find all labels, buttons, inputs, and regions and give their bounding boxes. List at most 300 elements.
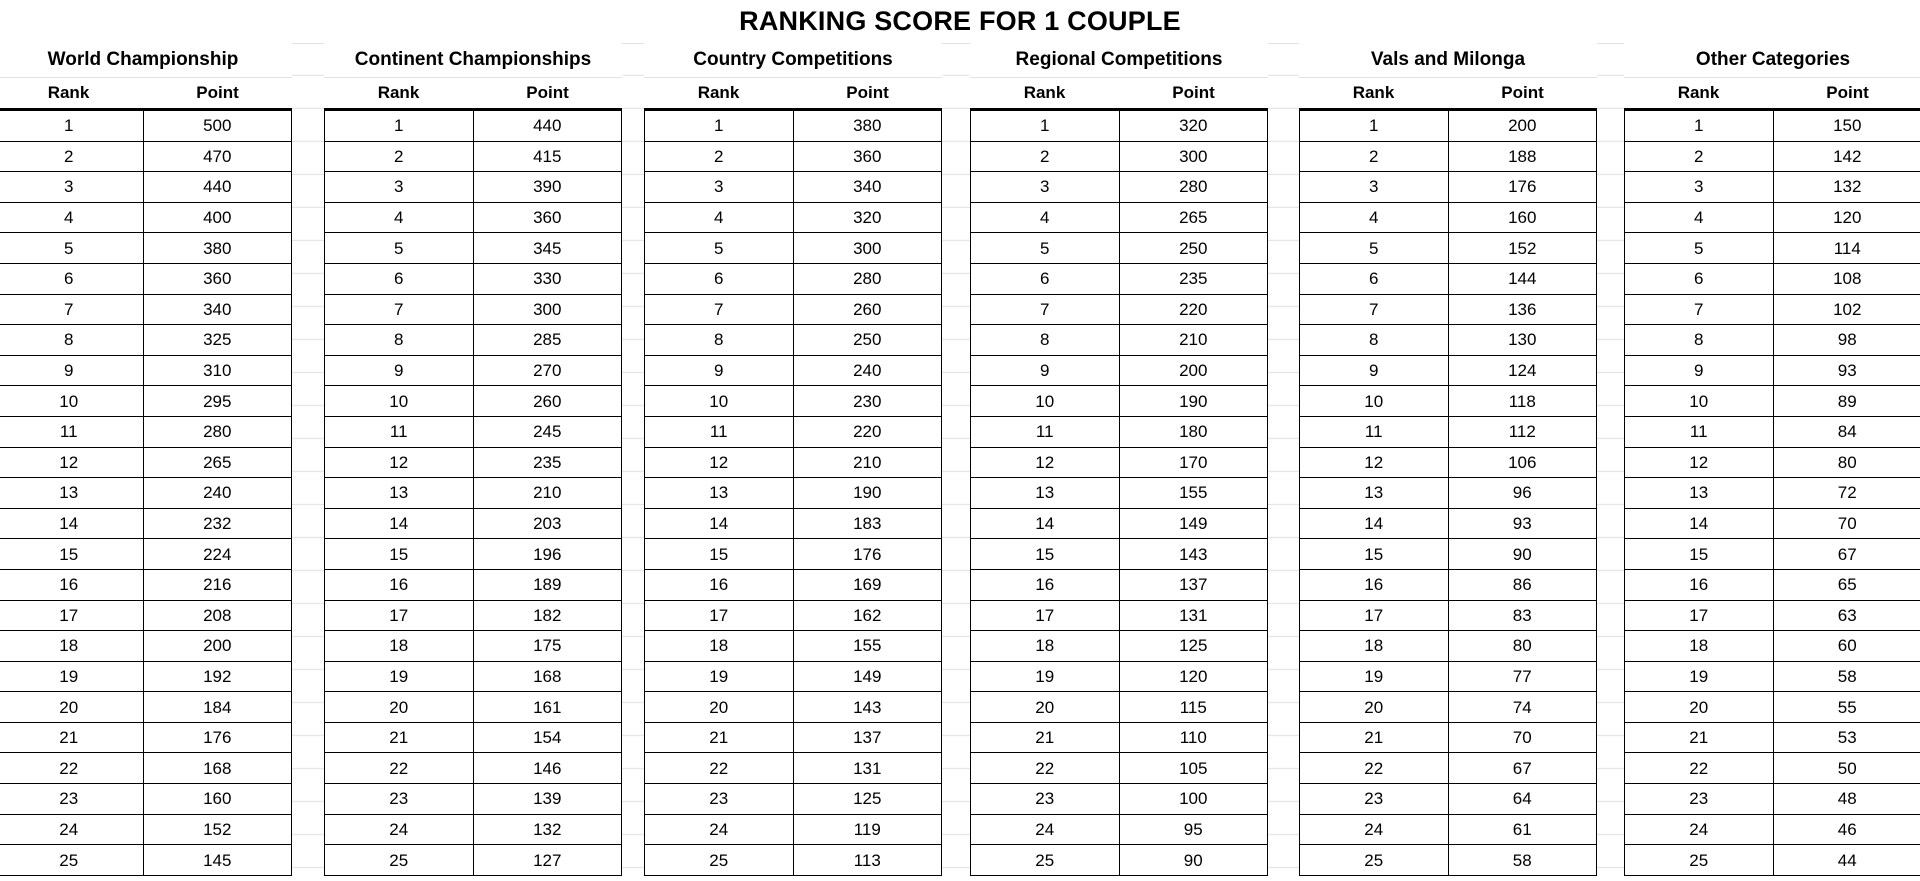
rank-cell[interactable]: 23: [0, 784, 143, 815]
point-cell[interactable]: 190: [793, 478, 942, 509]
rank-cell[interactable]: 21: [971, 722, 1120, 753]
rank-cell[interactable]: 4: [645, 202, 794, 233]
rank-cell[interactable]: 11: [1300, 416, 1449, 447]
rank-cell[interactable]: 14: [1625, 508, 1774, 539]
point-cell[interactable]: 89: [1773, 386, 1920, 417]
point-cell[interactable]: 183: [793, 508, 942, 539]
point-cell[interactable]: 500: [143, 111, 292, 142]
rank-cell[interactable]: 21: [1300, 722, 1449, 753]
point-cell[interactable]: 330: [473, 263, 622, 294]
point-cell[interactable]: 105: [1119, 753, 1268, 784]
rank-cell[interactable]: 2: [0, 141, 143, 172]
point-cell[interactable]: 143: [793, 692, 942, 723]
rank-cell[interactable]: 18: [1625, 631, 1774, 662]
point-cell[interactable]: 470: [143, 141, 292, 172]
point-cell[interactable]: 67: [1773, 539, 1920, 570]
rank-cell[interactable]: 18: [325, 631, 474, 662]
point-cell[interactable]: 119: [793, 814, 942, 845]
rank-cell[interactable]: 13: [645, 478, 794, 509]
rank-cell[interactable]: 5: [645, 233, 794, 264]
point-cell[interactable]: 265: [1119, 202, 1268, 233]
point-cell[interactable]: 345: [473, 233, 622, 264]
rank-cell[interactable]: 5: [1625, 233, 1774, 264]
rank-cell[interactable]: 8: [971, 325, 1120, 356]
rank-cell[interactable]: 9: [971, 355, 1120, 386]
point-cell[interactable]: 131: [793, 753, 942, 784]
point-cell[interactable]: 210: [473, 478, 622, 509]
rank-cell[interactable]: 18: [971, 631, 1120, 662]
rank-cell[interactable]: 8: [645, 325, 794, 356]
point-cell[interactable]: 90: [1448, 539, 1597, 570]
point-cell[interactable]: 176: [1448, 172, 1597, 203]
rank-cell[interactable]: 14: [971, 508, 1120, 539]
rank-cell[interactable]: 15: [971, 539, 1120, 570]
point-cell[interactable]: 415: [473, 141, 622, 172]
rank-cell[interactable]: 6: [1625, 263, 1774, 294]
point-cell[interactable]: 360: [473, 202, 622, 233]
point-cell[interactable]: 93: [1773, 355, 1920, 386]
rank-cell[interactable]: 18: [1300, 631, 1449, 662]
point-cell[interactable]: 61: [1448, 814, 1597, 845]
rank-cell[interactable]: 7: [0, 294, 143, 325]
point-cell[interactable]: 130: [1448, 325, 1597, 356]
rank-cell[interactable]: 6: [325, 263, 474, 294]
rank-cell[interactable]: 2: [325, 141, 474, 172]
rank-cell[interactable]: 9: [1300, 355, 1449, 386]
point-cell[interactable]: 200: [1448, 111, 1597, 142]
rank-cell[interactable]: 25: [0, 845, 143, 876]
point-cell[interactable]: 132: [1773, 172, 1920, 203]
point-cell[interactable]: 380: [793, 111, 942, 142]
rank-cell[interactable]: 13: [0, 478, 143, 509]
point-cell[interactable]: 152: [143, 814, 292, 845]
point-cell[interactable]: 200: [143, 631, 292, 662]
point-cell[interactable]: 86: [1448, 569, 1597, 600]
rank-cell[interactable]: 11: [1625, 416, 1774, 447]
point-cell[interactable]: 60: [1773, 631, 1920, 662]
rank-cell[interactable]: 2: [1300, 141, 1449, 172]
point-cell[interactable]: 270: [473, 355, 622, 386]
rank-cell[interactable]: 20: [645, 692, 794, 723]
point-cell[interactable]: 216: [143, 569, 292, 600]
point-cell[interactable]: 170: [1119, 447, 1268, 478]
point-cell[interactable]: 245: [473, 416, 622, 447]
point-cell[interactable]: 142: [1773, 141, 1920, 172]
rank-cell[interactable]: 12: [645, 447, 794, 478]
point-cell[interactable]: 340: [143, 294, 292, 325]
rank-cell[interactable]: 2: [971, 141, 1120, 172]
point-cell[interactable]: 184: [143, 692, 292, 723]
point-cell[interactable]: 112: [1448, 416, 1597, 447]
point-cell[interactable]: 46: [1773, 814, 1920, 845]
rank-cell[interactable]: 1: [325, 111, 474, 142]
rank-cell[interactable]: 6: [1300, 263, 1449, 294]
rank-cell[interactable]: 15: [1625, 539, 1774, 570]
rank-cell[interactable]: 3: [1300, 172, 1449, 203]
point-cell[interactable]: 144: [1448, 263, 1597, 294]
rank-cell[interactable]: 19: [0, 661, 143, 692]
rank-cell[interactable]: 23: [1625, 784, 1774, 815]
point-cell[interactable]: 50: [1773, 753, 1920, 784]
rank-cell[interactable]: 24: [971, 814, 1120, 845]
rank-cell[interactable]: 15: [0, 539, 143, 570]
point-cell[interactable]: 125: [793, 784, 942, 815]
point-cell[interactable]: 280: [143, 416, 292, 447]
rank-cell[interactable]: 24: [645, 814, 794, 845]
rank-cell[interactable]: 5: [1300, 233, 1449, 264]
rank-cell[interactable]: 10: [1300, 386, 1449, 417]
rank-cell[interactable]: 23: [325, 784, 474, 815]
point-cell[interactable]: 115: [1119, 692, 1268, 723]
point-cell[interactable]: 265: [143, 447, 292, 478]
rank-cell[interactable]: 14: [1300, 508, 1449, 539]
rank-cell[interactable]: 1: [1300, 111, 1449, 142]
rank-cell[interactable]: 23: [1300, 784, 1449, 815]
rank-cell[interactable]: 23: [971, 784, 1120, 815]
point-cell[interactable]: 67: [1448, 753, 1597, 784]
rank-cell[interactable]: 20: [1300, 692, 1449, 723]
rank-cell[interactable]: 1: [971, 111, 1120, 142]
point-cell[interactable]: 224: [143, 539, 292, 570]
rank-cell[interactable]: 18: [645, 631, 794, 662]
rank-cell[interactable]: 19: [645, 661, 794, 692]
point-cell[interactable]: 149: [793, 661, 942, 692]
rank-cell[interactable]: 17: [325, 600, 474, 631]
rank-cell[interactable]: 3: [645, 172, 794, 203]
rank-cell[interactable]: 8: [325, 325, 474, 356]
point-cell[interactable]: 93: [1448, 508, 1597, 539]
point-cell[interactable]: 63: [1773, 600, 1920, 631]
point-cell[interactable]: 83: [1448, 600, 1597, 631]
rank-cell[interactable]: 25: [645, 845, 794, 876]
point-cell[interactable]: 400: [143, 202, 292, 233]
rank-cell[interactable]: 22: [645, 753, 794, 784]
point-cell[interactable]: 120: [1119, 661, 1268, 692]
point-cell[interactable]: 380: [143, 233, 292, 264]
point-cell[interactable]: 440: [143, 172, 292, 203]
point-cell[interactable]: 70: [1773, 508, 1920, 539]
point-cell[interactable]: 58: [1773, 661, 1920, 692]
point-cell[interactable]: 280: [1119, 172, 1268, 203]
point-cell[interactable]: 175: [473, 631, 622, 662]
point-cell[interactable]: 80: [1773, 447, 1920, 478]
point-cell[interactable]: 189: [473, 569, 622, 600]
rank-cell[interactable]: 14: [0, 508, 143, 539]
point-cell[interactable]: 72: [1773, 478, 1920, 509]
point-cell[interactable]: 145: [143, 845, 292, 876]
rank-cell[interactable]: 16: [0, 569, 143, 600]
point-cell[interactable]: 235: [1119, 263, 1268, 294]
rank-cell[interactable]: 25: [971, 845, 1120, 876]
rank-cell[interactable]: 10: [1625, 386, 1774, 417]
rank-cell[interactable]: 3: [325, 172, 474, 203]
point-cell[interactable]: 100: [1119, 784, 1268, 815]
point-cell[interactable]: 53: [1773, 722, 1920, 753]
rank-cell[interactable]: 7: [325, 294, 474, 325]
rank-cell[interactable]: 15: [1300, 539, 1449, 570]
point-cell[interactable]: 118: [1448, 386, 1597, 417]
point-cell[interactable]: 220: [1119, 294, 1268, 325]
point-cell[interactable]: 110: [1119, 722, 1268, 753]
rank-cell[interactable]: 10: [0, 386, 143, 417]
point-cell[interactable]: 58: [1448, 845, 1597, 876]
rank-cell[interactable]: 4: [1300, 202, 1449, 233]
point-cell[interactable]: 154: [473, 722, 622, 753]
point-cell[interactable]: 232: [143, 508, 292, 539]
rank-cell[interactable]: 13: [1300, 478, 1449, 509]
rank-cell[interactable]: 6: [645, 263, 794, 294]
point-cell[interactable]: 176: [143, 722, 292, 753]
point-cell[interactable]: 124: [1448, 355, 1597, 386]
rank-cell[interactable]: 12: [0, 447, 143, 478]
point-cell[interactable]: 320: [1119, 111, 1268, 142]
point-cell[interactable]: 127: [473, 845, 622, 876]
rank-cell[interactable]: 12: [1625, 447, 1774, 478]
point-cell[interactable]: 360: [793, 141, 942, 172]
rank-cell[interactable]: 14: [645, 508, 794, 539]
point-cell[interactable]: 340: [793, 172, 942, 203]
point-cell[interactable]: 176: [793, 539, 942, 570]
point-cell[interactable]: 84: [1773, 416, 1920, 447]
rank-cell[interactable]: 15: [645, 539, 794, 570]
rank-cell[interactable]: 20: [0, 692, 143, 723]
rank-cell[interactable]: 24: [1300, 814, 1449, 845]
rank-cell[interactable]: 4: [0, 202, 143, 233]
point-cell[interactable]: 48: [1773, 784, 1920, 815]
rank-cell[interactable]: 17: [1300, 600, 1449, 631]
rank-cell[interactable]: 11: [325, 416, 474, 447]
point-cell[interactable]: 160: [1448, 202, 1597, 233]
rank-cell[interactable]: 5: [0, 233, 143, 264]
point-cell[interactable]: 114: [1773, 233, 1920, 264]
point-cell[interactable]: 285: [473, 325, 622, 356]
rank-cell[interactable]: 16: [645, 569, 794, 600]
point-cell[interactable]: 125: [1119, 631, 1268, 662]
point-cell[interactable]: 203: [473, 508, 622, 539]
point-cell[interactable]: 149: [1119, 508, 1268, 539]
rank-cell[interactable]: 12: [1300, 447, 1449, 478]
point-cell[interactable]: 250: [793, 325, 942, 356]
point-cell[interactable]: 131: [1119, 600, 1268, 631]
rank-cell[interactable]: 9: [645, 355, 794, 386]
rank-cell[interactable]: 22: [0, 753, 143, 784]
rank-cell[interactable]: 22: [971, 753, 1120, 784]
point-cell[interactable]: 300: [473, 294, 622, 325]
rank-cell[interactable]: 24: [1625, 814, 1774, 845]
point-cell[interactable]: 143: [1119, 539, 1268, 570]
rank-cell[interactable]: 3: [971, 172, 1120, 203]
rank-cell[interactable]: 7: [1300, 294, 1449, 325]
point-cell[interactable]: 196: [473, 539, 622, 570]
point-cell[interactable]: 169: [793, 569, 942, 600]
rank-cell[interactable]: 19: [971, 661, 1120, 692]
rank-cell[interactable]: 5: [325, 233, 474, 264]
rank-cell[interactable]: 13: [971, 478, 1120, 509]
rank-cell[interactable]: 8: [0, 325, 143, 356]
point-cell[interactable]: 137: [1119, 569, 1268, 600]
point-cell[interactable]: 210: [793, 447, 942, 478]
rank-cell[interactable]: 1: [0, 111, 143, 142]
point-cell[interactable]: 250: [1119, 233, 1268, 264]
rank-cell[interactable]: 15: [325, 539, 474, 570]
point-cell[interactable]: 192: [143, 661, 292, 692]
point-cell[interactable]: 310: [143, 355, 292, 386]
point-cell[interactable]: 210: [1119, 325, 1268, 356]
point-cell[interactable]: 235: [473, 447, 622, 478]
rank-cell[interactable]: 20: [971, 692, 1120, 723]
rank-cell[interactable]: 17: [971, 600, 1120, 631]
point-cell[interactable]: 200: [1119, 355, 1268, 386]
rank-cell[interactable]: 1: [1625, 111, 1774, 142]
rank-cell[interactable]: 19: [1300, 661, 1449, 692]
rank-cell[interactable]: 11: [971, 416, 1120, 447]
point-cell[interactable]: 260: [793, 294, 942, 325]
rank-cell[interactable]: 1: [645, 111, 794, 142]
point-cell[interactable]: 180: [1119, 416, 1268, 447]
point-cell[interactable]: 325: [143, 325, 292, 356]
point-cell[interactable]: 168: [143, 753, 292, 784]
rank-cell[interactable]: 4: [1625, 202, 1774, 233]
point-cell[interactable]: 295: [143, 386, 292, 417]
rank-cell[interactable]: 21: [1625, 722, 1774, 753]
point-cell[interactable]: 162: [793, 600, 942, 631]
point-cell[interactable]: 240: [143, 478, 292, 509]
rank-cell[interactable]: 11: [0, 416, 143, 447]
point-cell[interactable]: 300: [793, 233, 942, 264]
point-cell[interactable]: 98: [1773, 325, 1920, 356]
rank-cell[interactable]: 11: [645, 416, 794, 447]
rank-cell[interactable]: 6: [0, 263, 143, 294]
point-cell[interactable]: 80: [1448, 631, 1597, 662]
point-cell[interactable]: 155: [1119, 478, 1268, 509]
rank-cell[interactable]: 17: [645, 600, 794, 631]
point-cell[interactable]: 260: [473, 386, 622, 417]
rank-cell[interactable]: 5: [971, 233, 1120, 264]
rank-cell[interactable]: 3: [1625, 172, 1774, 203]
rank-cell[interactable]: 18: [0, 631, 143, 662]
rank-cell[interactable]: 21: [325, 722, 474, 753]
rank-cell[interactable]: 6: [971, 263, 1120, 294]
point-cell[interactable]: 70: [1448, 722, 1597, 753]
point-cell[interactable]: 182: [473, 600, 622, 631]
point-cell[interactable]: 120: [1773, 202, 1920, 233]
point-cell[interactable]: 440: [473, 111, 622, 142]
point-cell[interactable]: 152: [1448, 233, 1597, 264]
point-cell[interactable]: 150: [1773, 111, 1920, 142]
point-cell[interactable]: 137: [793, 722, 942, 753]
point-cell[interactable]: 77: [1448, 661, 1597, 692]
point-cell[interactable]: 360: [143, 263, 292, 294]
rank-cell[interactable]: 24: [325, 814, 474, 845]
point-cell[interactable]: 190: [1119, 386, 1268, 417]
point-cell[interactable]: 188: [1448, 141, 1597, 172]
point-cell[interactable]: 160: [143, 784, 292, 815]
point-cell[interactable]: 90: [1119, 845, 1268, 876]
point-cell[interactable]: 146: [473, 753, 622, 784]
point-cell[interactable]: 240: [793, 355, 942, 386]
point-cell[interactable]: 108: [1773, 263, 1920, 294]
point-cell[interactable]: 106: [1448, 447, 1597, 478]
point-cell[interactable]: 95: [1119, 814, 1268, 845]
rank-cell[interactable]: 20: [325, 692, 474, 723]
point-cell[interactable]: 161: [473, 692, 622, 723]
rank-cell[interactable]: 22: [1625, 753, 1774, 784]
rank-cell[interactable]: 9: [325, 355, 474, 386]
rank-cell[interactable]: 7: [1625, 294, 1774, 325]
rank-cell[interactable]: 20: [1625, 692, 1774, 723]
rank-cell[interactable]: 10: [325, 386, 474, 417]
rank-cell[interactable]: 22: [325, 753, 474, 784]
rank-cell[interactable]: 13: [325, 478, 474, 509]
point-cell[interactable]: 220: [793, 416, 942, 447]
rank-cell[interactable]: 4: [325, 202, 474, 233]
point-cell[interactable]: 168: [473, 661, 622, 692]
point-cell[interactable]: 64: [1448, 784, 1597, 815]
rank-cell[interactable]: 2: [1625, 141, 1774, 172]
point-cell[interactable]: 320: [793, 202, 942, 233]
rank-cell[interactable]: 16: [1300, 569, 1449, 600]
rank-cell[interactable]: 4: [971, 202, 1120, 233]
rank-cell[interactable]: 10: [645, 386, 794, 417]
rank-cell[interactable]: 16: [971, 569, 1120, 600]
point-cell[interactable]: 102: [1773, 294, 1920, 325]
rank-cell[interactable]: 16: [325, 569, 474, 600]
point-cell[interactable]: 139: [473, 784, 622, 815]
point-cell[interactable]: 208: [143, 600, 292, 631]
rank-cell[interactable]: 9: [1625, 355, 1774, 386]
rank-cell[interactable]: 24: [0, 814, 143, 845]
rank-cell[interactable]: 9: [0, 355, 143, 386]
rank-cell[interactable]: 21: [645, 722, 794, 753]
point-cell[interactable]: 113: [793, 845, 942, 876]
rank-cell[interactable]: 7: [971, 294, 1120, 325]
rank-cell[interactable]: 7: [645, 294, 794, 325]
point-cell[interactable]: 96: [1448, 478, 1597, 509]
point-cell[interactable]: 132: [473, 814, 622, 845]
rank-cell[interactable]: 12: [971, 447, 1120, 478]
point-cell[interactable]: 155: [793, 631, 942, 662]
rank-cell[interactable]: 8: [1300, 325, 1449, 356]
point-cell[interactable]: 55: [1773, 692, 1920, 723]
rank-cell[interactable]: 10: [971, 386, 1120, 417]
rank-cell[interactable]: 21: [0, 722, 143, 753]
rank-cell[interactable]: 23: [645, 784, 794, 815]
point-cell[interactable]: 136: [1448, 294, 1597, 325]
rank-cell[interactable]: 25: [1625, 845, 1774, 876]
rank-cell[interactable]: 25: [325, 845, 474, 876]
point-cell[interactable]: 44: [1773, 845, 1920, 876]
rank-cell[interactable]: 19: [1625, 661, 1774, 692]
point-cell[interactable]: 230: [793, 386, 942, 417]
point-cell[interactable]: 390: [473, 172, 622, 203]
rank-cell[interactable]: 13: [1625, 478, 1774, 509]
rank-cell[interactable]: 22: [1300, 753, 1449, 784]
point-cell[interactable]: 300: [1119, 141, 1268, 172]
point-cell[interactable]: 65: [1773, 569, 1920, 600]
point-cell[interactable]: 74: [1448, 692, 1597, 723]
point-cell[interactable]: 280: [793, 263, 942, 294]
rank-cell[interactable]: 16: [1625, 569, 1774, 600]
rank-cell[interactable]: 17: [1625, 600, 1774, 631]
rank-cell[interactable]: 17: [0, 600, 143, 631]
rank-cell[interactable]: 3: [0, 172, 143, 203]
rank-cell[interactable]: 14: [325, 508, 474, 539]
rank-cell[interactable]: 25: [1300, 845, 1449, 876]
rank-cell[interactable]: 2: [645, 141, 794, 172]
rank-cell[interactable]: 19: [325, 661, 474, 692]
rank-cell[interactable]: 8: [1625, 325, 1774, 356]
rank-cell[interactable]: 12: [325, 447, 474, 478]
